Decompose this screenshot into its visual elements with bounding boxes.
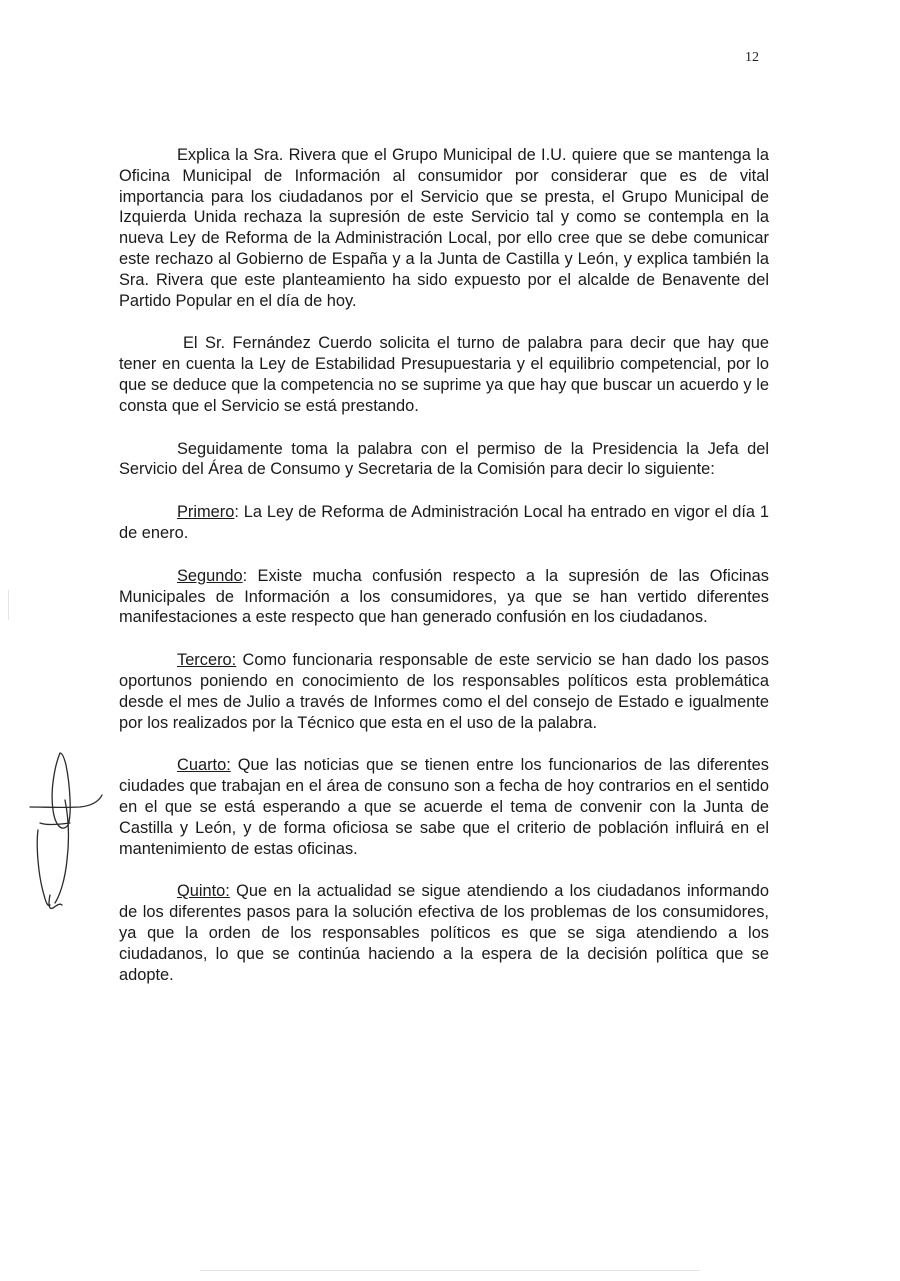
paragraph-primero [119,502,769,544]
primero-label: Primero [177,503,235,522]
quinto-text: Que en la actualidad se sigue atendiendo a los ciudadanos informando de los diferentes pasos para la solución efectiva de los problemas de los consumidores, ya que la orden de los responsables políticos es que se siga atendiendo a los ciudadanos, lo que se continúa haciendo a la espera de la decisión política que se adopte. [119,882,769,984]
tercero-label: Tercero: [177,651,237,670]
page-number: 12 [745,50,759,65]
paragraph-rivera: Explica la Sra. Rivera que el Grupo Municipal de I.U. quiere que se mantenga la Oficina Municipal de Información al consumidor por considerar que es de vital importancia para los ciudadanos por el Servicio que se presta, el Grupo Municipal de Izquierda Unida rechaza la supresión de este Servicio tal y como se contempla en la nueva Ley de Reforma de la Administración Local, por ello cree que se debe comunicar este rechazo al Gobierno de España y a la Junta de Castilla y León, y explica también la Sra. Rivera que este planteamiento ha sido expuesto por el alcalde de Benavente del Partido Popular en el día de hoy. [119,146,769,310]
primero-text: : La Ley de Reforma de Administración Local ha entrado en vigor el día 1 de enero. [119,503,769,542]
paragraph-jefa-servicio: Seguidamente toma la palabra con el permiso de la Presidencia la Jefa del Servicio del Área de Consumo y Secretaria de la Comisión para decir lo siguiente: [119,439,769,479]
paragraph-tercero [119,650,769,733]
cuarto-label: Cuarto: [177,756,231,775]
paragraph-fernandez-cuerdo: El Sr. Fernández Cuerdo solicita el turno de palabra para decir que hay que tener en cuenta la Ley de Estabilidad Presupuestaria y el equilibrio competencial, por lo que se deduce que la competencia no se suprime ya que hay que buscar un acuerdo y le consta que el Servicio se está prestando. [119,334,769,415]
cuarto-text: Que las noticias que se tienen entre los funcionarios de las diferentes ciudades que trabajan en el área de consuno son a fecha de hoy contrarios en el sentido en el que se está esperando a que se acuerde el tema de convenir con la Junta de Castilla y León, y de forma oficiosa se sabe que el criterio de población influirá en el mantenimiento de estas oficinas. [119,756,769,858]
tercero-text: Como funcionaria responsable de este servicio se han dado los pasos oportunos poniendo en conocimiento de los responsables políticos esta problemática desde el mes de Julio a través de Informes como el del consejo de Estado e igualmente por los realizados por la Técnico que esta en el uso de la palabra. [119,651,769,732]
document-body [119,145,769,985]
paragraph-segundo [119,566,769,628]
segundo-text: : Existe mucha confusión respecto a la supresión de las Oficinas Municipales de Información a los consumidores, ya que se han vertido diferentes manifestaciones a este respecto que han generado confusión en los ciudadanos. [119,566,769,627]
paragraph-cuarto [119,755,769,859]
scan-artifact [8,590,9,620]
paragraph-quinto [119,881,769,985]
segundo-label: Segundo [177,566,243,585]
quinto-label: Quinto: [177,882,230,901]
scan-artifact [200,1270,700,1271]
handwritten-signature [20,745,115,920]
